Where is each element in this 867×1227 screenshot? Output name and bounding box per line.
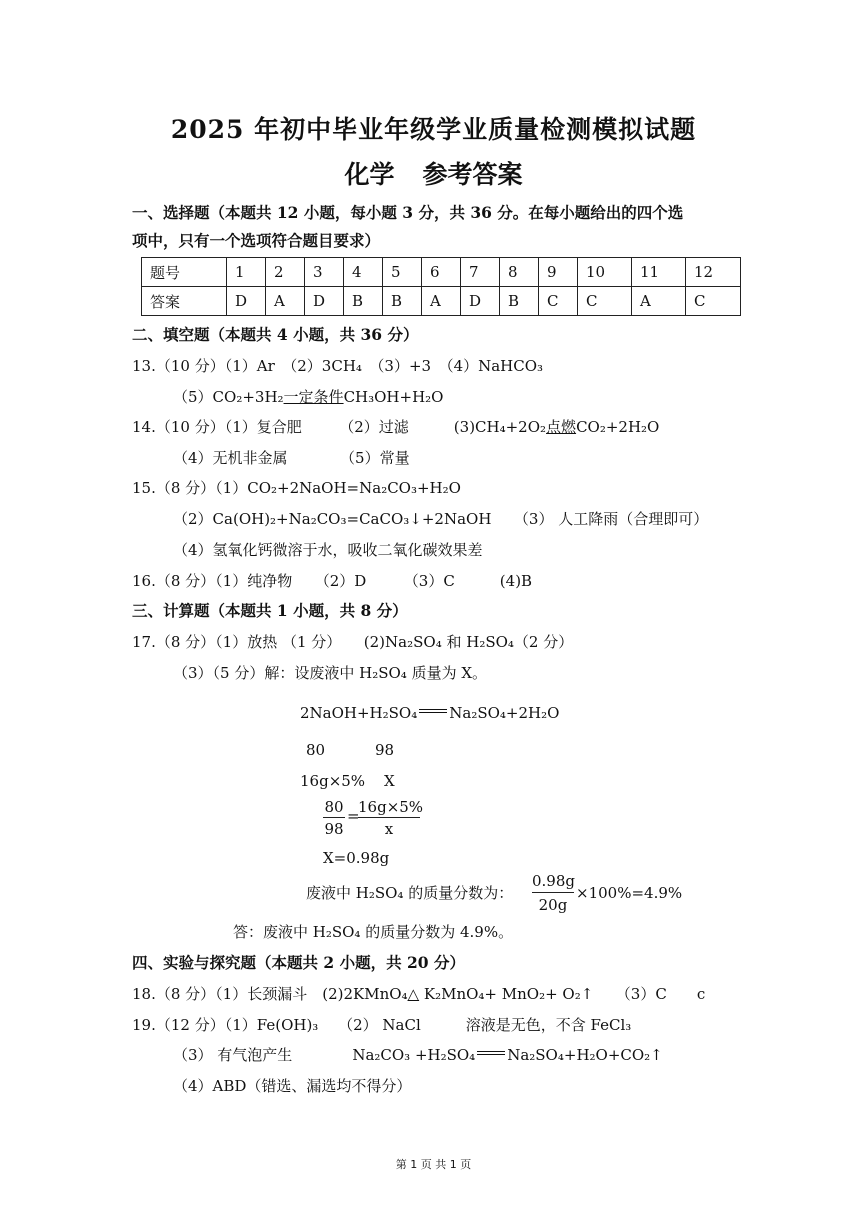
q19-products: Na₂SO₄+H₂O+CO₂↑	[507, 1046, 663, 1064]
table-cell-answer: D	[227, 287, 266, 316]
section1-heading-line2: 项中，只有一个选项符合题目要求）	[132, 231, 381, 250]
q18-products: K₂MnO₄+ MnO₂+ O₂↑ （3）C c	[419, 985, 706, 1003]
table-cell-answer: B	[500, 287, 539, 316]
document-subtitle	[0, 155, 867, 191]
table-cell-number: 4	[344, 258, 383, 287]
q15-line1: 15.（8 分）（1）CO₂+2NaOH=Na₂CO₃+H₂O	[132, 479, 461, 497]
table-cell-number: 11	[632, 258, 686, 287]
table-cell-number: 9	[539, 258, 578, 287]
table-cell-number: 12	[686, 258, 741, 287]
table-cell-answer: C	[539, 287, 578, 316]
ratio-right-denominator: x	[384, 820, 394, 838]
q19-line1: 19.（12 分）（1）Fe(OH)₃ （2） NaCl 溶液是无色，不含 FeCl₃	[132, 1016, 632, 1034]
q18-text: 18.（8 分）（1）长颈漏斗 (2)2KMnO₄	[132, 985, 408, 1003]
q13-line1: 13.（10 分）（1）Ar （2）3CH₄ （3）+3 （4）NaHCO₃	[132, 357, 544, 375]
table-cell-answer: C	[578, 287, 632, 316]
fraction-suffix: ×100%=4.9%	[576, 884, 683, 902]
q15-line2: （2）Ca(OH)₂+Na₂CO₃=CaCO₃↓+2NaOH （3） 人工降雨（合理即可）	[173, 510, 709, 528]
q15-line3: （4）氢氧化钙微溶于水，吸收二氧化碳效果差	[173, 541, 483, 559]
document-title: 2025 年初中毕业年级学业质量检测模拟试题	[170, 115, 697, 144]
fraction-denominator: 20g	[538, 896, 568, 914]
result-x: X=0.98g	[323, 849, 390, 867]
section1-heading-line1: 一、选择题（本题共 12 小题，每小题 3 分，共 36 分。在每小题给出的四个选	[132, 203, 684, 222]
q14-line2: （4）无机非金属 （5）常量	[173, 449, 410, 467]
table-cell-answer: B	[344, 287, 383, 316]
section4-heading: 四、实验与探究题（本题共 2 小题，共 20 分）	[132, 953, 465, 972]
equation-products: Na₂SO₄+2H₂O	[449, 704, 560, 722]
q14-line1	[132, 417, 659, 437]
q19-line2	[173, 1045, 663, 1065]
table-cell-number: 10	[578, 258, 632, 287]
table-cell-number: 3	[305, 258, 344, 287]
q17-line2: （3）（5 分）解：设废液中 H₂SO₄ 质量为 X。	[173, 664, 488, 682]
q16-line1: 16.（8 分）（1）纯净物 （2）D （3）C (4)B	[132, 572, 533, 590]
q13-products: CH₃OH+H₂O	[343, 388, 444, 406]
section2-heading: 二、填空题（本题共 4 小题，共 36 分）	[132, 325, 419, 344]
subject-label: 化学	[344, 160, 395, 189]
q13-reactants: （5）CO₂+3H₂	[173, 388, 284, 406]
ratio-left-bar	[323, 817, 345, 818]
table-cell-number: 8	[500, 258, 539, 287]
answer-table	[141, 257, 741, 316]
page-footer: 第 1 页 共 1 页	[395, 1158, 472, 1171]
given-mass: 16g×5%	[300, 772, 366, 790]
table-cell-answer: C	[686, 287, 741, 316]
q13-condition: 一定条件	[283, 388, 344, 406]
q19-reactants: （3） 有气泡产生 Na₂CO₃ +H₂SO₄	[173, 1046, 476, 1064]
table-cell-answer: A	[266, 287, 305, 316]
equation-equals-sign	[419, 709, 447, 713]
chemical-equation	[300, 703, 559, 723]
q19-equals-sign	[477, 1051, 505, 1055]
table-cell-answer: D	[305, 287, 344, 316]
ratio-right-bar	[358, 817, 420, 818]
fraction-numerator: 0.98g	[532, 872, 576, 890]
section3-heading: 三、计算题（本题共 1 小题，共 8 分）	[132, 601, 408, 620]
ratio-equals: =	[347, 807, 360, 825]
table-cell-number: 6	[422, 258, 461, 287]
table-cell-number: 5	[383, 258, 422, 287]
table-cell-number: 1	[227, 258, 266, 287]
unknown-mass: X	[384, 772, 395, 790]
ratio-right-numerator: 16g×5%	[358, 798, 424, 816]
table-header-q: 题号	[142, 258, 227, 287]
ratio-left-numerator: 80	[324, 798, 344, 816]
table-header-a: 答案	[142, 287, 227, 316]
equation-reactants: 2NaOH+H₂SO₄	[300, 704, 418, 722]
molar-mass-h2so4: 98	[375, 741, 395, 759]
q14-text: 14.（10 分）（1）复合肥 （2）过滤 (3)CH₄+2O₂	[132, 418, 547, 436]
fraction-prefix: 废液中 H₂SO₄ 的质量分数为：	[306, 884, 514, 902]
q14-products: CO₂+2H₂O	[576, 418, 660, 436]
table-cell-answer: A	[632, 287, 686, 316]
table-cell-answer: B	[383, 287, 422, 316]
q19-line3: （4）ABD（错选、漏选均不得分）	[173, 1077, 412, 1095]
q13-line2	[173, 387, 443, 407]
table-cell-number: 2	[266, 258, 305, 287]
q17-answer: 答：废液中 H₂SO₄ 的质量分数为 4.9%。	[233, 923, 514, 941]
q18-heat-condition: △	[407, 985, 420, 1003]
molar-mass-naoh: 80	[306, 741, 326, 759]
table-cell-answer: D	[461, 287, 500, 316]
table-row-numbers	[142, 258, 741, 287]
table-row-answers	[142, 287, 741, 316]
q17-line1: 17.（8 分）（1）放热 （1 分） (2)Na₂SO₄ 和 H₂SO₄（2 分）	[132, 633, 574, 651]
table-cell-number: 7	[461, 258, 500, 287]
q14-condition: 点燃	[546, 418, 577, 436]
ratio-left-denominator: 98	[324, 820, 344, 838]
answer-key-label: 参考答案	[422, 160, 523, 189]
fraction-bar	[532, 892, 574, 893]
table-cell-answer: A	[422, 287, 461, 316]
q18-line	[132, 984, 705, 1004]
